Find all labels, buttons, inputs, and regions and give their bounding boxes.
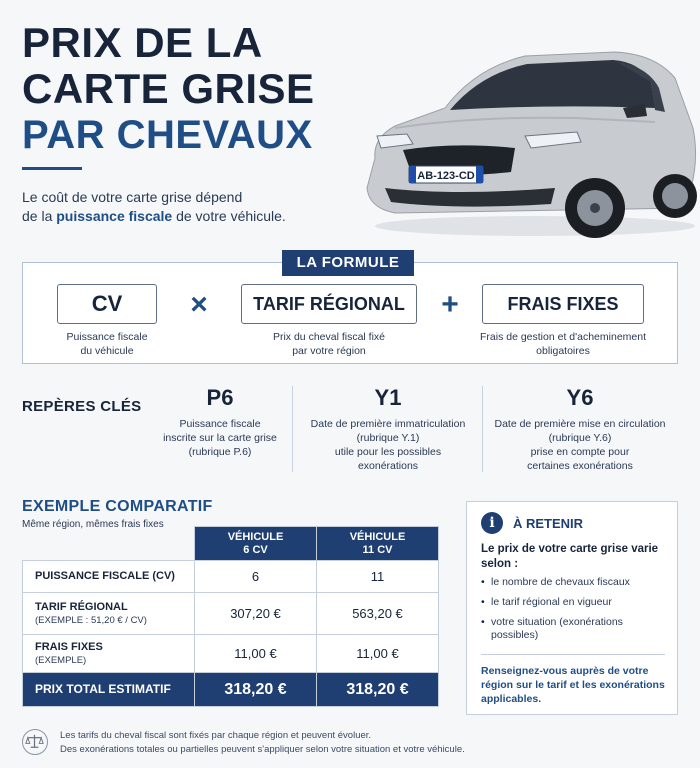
column-header-6cv — [195, 527, 317, 561]
cell-value: 11 — [317, 561, 439, 593]
title-divider — [22, 167, 82, 170]
table-corner — [23, 527, 195, 561]
column-header-line: VÉHICULE — [349, 530, 406, 543]
row-label-text: PUISSANCE FISCALE (CV) — [35, 570, 175, 582]
intro-line-1: Le coût de votre carte grise dépend — [22, 189, 243, 205]
row-label — [23, 593, 195, 635]
desc-line: certaines exonérations — [527, 460, 633, 472]
a-retenir-title: À RETENIR — [513, 516, 584, 531]
desc-line: (rubrique P.6) — [188, 446, 252, 458]
repere-separator — [482, 386, 483, 472]
a-retenir-footer: Renseignez-vous auprès de votre région sur le tarif et les exonérations applicables. — [481, 665, 665, 705]
scales-icon — [22, 729, 48, 755]
repere-code: Y6 — [566, 385, 594, 410]
caption-line: par votre région — [292, 345, 366, 357]
title-line-1: PRIX DE LA — [22, 19, 263, 66]
reperes-title: REPÈRES CLÉS — [22, 398, 142, 415]
car-shadow — [375, 216, 695, 236]
comparison-table — [22, 526, 439, 707]
title-line-2: CARTE GRISE — [22, 65, 315, 112]
cell-value: 307,20 € — [195, 593, 317, 635]
plate-region-band — [476, 166, 483, 183]
list-item: • le nombre de chevaux fiscaux — [481, 576, 667, 589]
repere-separator — [292, 386, 293, 472]
list-item: • votre situation (exonérations possibles) — [481, 616, 667, 642]
intro-text — [22, 188, 352, 226]
footer-note — [60, 729, 465, 757]
table-header-row — [23, 527, 439, 561]
row-label-text: TARIF RÉGIONAL — [35, 600, 128, 613]
row-label — [23, 635, 195, 673]
cell-value: 11,00 € — [195, 635, 317, 673]
table-row — [23, 593, 439, 635]
repere-code: Y1 — [374, 385, 402, 410]
formula-caption-tarif — [231, 330, 427, 358]
total-value: 318,20 € — [317, 673, 439, 707]
table-row — [23, 561, 439, 593]
table-row — [23, 635, 439, 673]
repere-desc — [150, 417, 290, 459]
repere-p6 — [150, 385, 290, 459]
caption-line: Puissance fiscale — [66, 331, 148, 343]
desc-line: prise en compte pour — [530, 446, 630, 458]
footer-line: Des exonérations totales ou partielles peuvent s'appliquer selon votre situation et votre véhicule. — [60, 744, 465, 755]
repere-y1 — [302, 385, 474, 473]
caption-line: Frais de gestion et d'acheminement — [479, 331, 646, 343]
exemple-subtitle: Même région, mêmes frais fixes — [22, 519, 164, 530]
row-label — [23, 561, 195, 593]
column-header-line: VÉHICULE — [227, 530, 284, 543]
caption-line: obligatoires — [536, 345, 590, 357]
desc-line: exonérations — [357, 460, 419, 472]
intro-part-2: de la — [22, 208, 57, 224]
intro-part-3: de votre véhicule. — [172, 208, 286, 224]
caption-line: Prix du cheval fiscal fixé — [272, 331, 386, 343]
formula-term-tarif: TARIF RÉGIONAL — [241, 284, 417, 324]
desc-line: (rubrique Y.6) — [548, 432, 612, 444]
desc-line: Puissance fiscale — [179, 418, 261, 430]
a-retenir-intro: Le prix de votre carte grise varie selon : — [481, 543, 659, 570]
car-hub-front — [590, 203, 600, 213]
repere-desc — [490, 417, 670, 473]
repere-y6 — [490, 385, 670, 473]
a-retenir-divider — [481, 654, 665, 655]
total-label: PRIX TOTAL ESTIMATIF — [23, 673, 195, 707]
desc-line: utile pour les possibles — [334, 446, 442, 458]
cell-value: 6 — [195, 561, 317, 593]
exemple-title: EXEMPLE COMPARATIF — [22, 498, 213, 515]
intro-highlight: puissance fiscale — [56, 208, 173, 224]
license-plate-text: AB-123-CD — [417, 170, 475, 182]
car-windshield — [450, 60, 655, 110]
title-line-3: PAR CHEVAUX — [22, 113, 313, 157]
info-icon: i — [481, 512, 503, 534]
total-row — [23, 673, 439, 707]
formula-badge: LA FORMULE — [282, 250, 414, 276]
formula-term-cv: CV — [57, 284, 157, 324]
formula-term-frais: FRAIS FIXES — [482, 284, 644, 324]
caption-line: du véhicule — [80, 345, 134, 357]
column-header-11cv — [317, 527, 439, 561]
repere-desc — [302, 417, 474, 473]
formula-caption-frais — [472, 330, 654, 358]
row-sublabel: (EXEMPLE : 51,20 € / CV) — [35, 614, 147, 626]
row-label-text: FRAIS FIXES — [35, 640, 103, 653]
a-retenir-panel — [466, 501, 678, 715]
row-sublabel: (EXEMPLE) — [35, 654, 87, 666]
desc-line: (rubrique Y.1) — [356, 432, 420, 444]
formula-caption-cv — [37, 330, 177, 358]
multiply-operator: × — [190, 288, 208, 321]
total-value: 318,20 € — [195, 673, 317, 707]
plus-operator: + — [441, 288, 459, 321]
intro-line-2 — [22, 207, 352, 226]
list-item: • le tarif régional en vigueur — [481, 596, 667, 609]
footer-line: Les tarifs du cheval fiscal sont fixés par chaque région et peuvent évoluer. — [60, 730, 372, 741]
repere-code: P6 — [206, 385, 234, 410]
desc-line: Date de première mise en circulation — [494, 418, 666, 430]
column-header-line: 11 CV — [362, 543, 393, 556]
column-header-line: 6 CV — [243, 543, 268, 556]
car-rim-rear — [662, 183, 688, 209]
car-illustration — [355, 38, 700, 238]
desc-line: inscrite sur la carte grise — [163, 432, 277, 444]
a-retenir-list — [481, 576, 667, 649]
cell-value: 563,20 € — [317, 593, 439, 635]
desc-line: Date de première immatriculation — [310, 418, 466, 430]
plate-eu-band — [409, 166, 416, 183]
cell-value: 11,00 € — [317, 635, 439, 673]
